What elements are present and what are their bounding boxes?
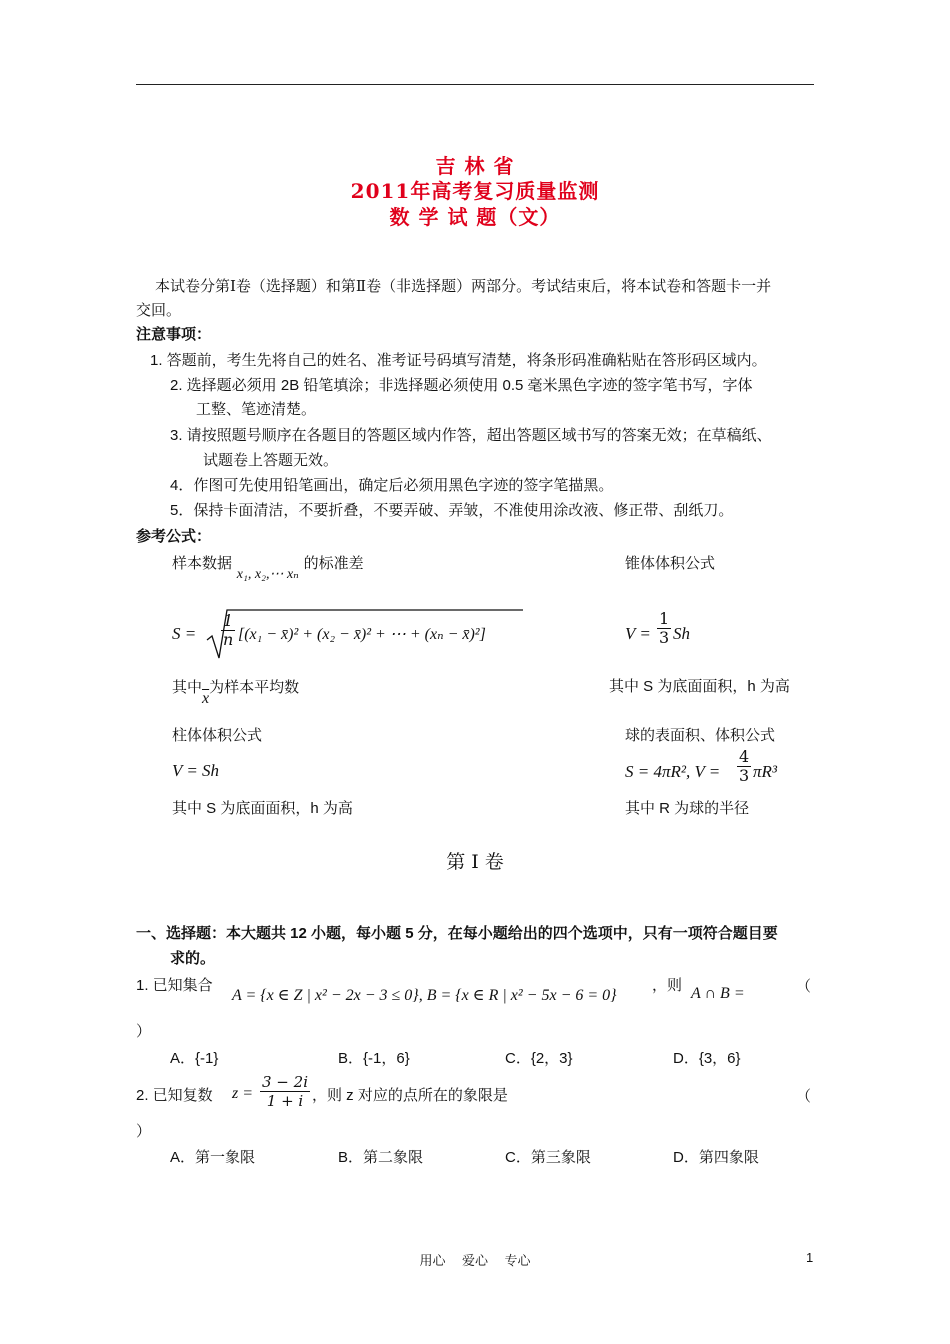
q1-paren-close: ） [136, 1022, 152, 1040]
q1-stem-math: A = {x ∈ Z | x² − 2x − 3 ≤ 0}, B = {x ∈ R | x² − 5x − 6 = 0} [232, 987, 617, 1004]
note-4: 4．作图可先使用铅笔画出，确定后必须用黑色字迹的签字笔描黑。 [170, 477, 614, 494]
q2-stem-post: ，则 z 对应的点所在的象限是 [312, 1087, 508, 1104]
footer-motto: 用心 爱心 专心 [419, 1254, 531, 1269]
section-1-heading-a: 一、选择题：本大题共 12 小题，每小题 5 分，在每小题给出的四个选项中，只有一项符合题目要 [136, 925, 778, 942]
q1-option-c[interactable]: C．{2，3} [505, 1050, 573, 1067]
std-dev-label: 样本数据 x₁, x₂,⋯ xₙ 的标准差 [172, 554, 364, 582]
title-exam-name: 2011年高考复习质量监测 [350, 179, 600, 203]
mean-var: $\overline{x}$ [202, 690, 210, 707]
q2-option-c[interactable]: C．第三象限 [505, 1149, 591, 1166]
page-number: 1 [806, 1250, 814, 1265]
q1-option-a[interactable]: A．{-1} [170, 1050, 219, 1067]
cylinder-volume-label: 柱体体积公式 [172, 726, 263, 744]
cone-lhs: V = [625, 624, 651, 643]
q1-stem-tail: A ∩ B = [691, 985, 745, 1002]
std-dev-vars: x₁, x₂,⋯ xₙ [236, 567, 299, 582]
intro-line-2: 交回。 [136, 301, 182, 319]
section-1-heading-b: 求的。 [170, 950, 216, 967]
sphere-fraction: $\frac{4}{3}$ [739, 747, 750, 785]
cone-fraction: $\frac{1}{3}$ [659, 609, 670, 647]
title-subject: 数 学 试 题（文） [389, 205, 561, 229]
q1-paren-open: （ [796, 977, 812, 995]
intro-line-1: 本试卷分第Ⅰ卷（选择题）和第Ⅱ卷（非选择题）两部分。考试结束后，将本试卷和答题卡一并 [155, 277, 772, 295]
sphere-formula-b: πR³ [753, 762, 777, 781]
formulas-heading: 参考公式： [136, 528, 212, 545]
std-dev-lhs: S = [172, 624, 197, 643]
note-3b: 试题卷上答题无效。 [203, 452, 339, 469]
q2-stem-pre: 2. 已知复数 [136, 1087, 213, 1104]
q2-fraction: $\frac{3 - 2i}{1 + i}$ [262, 1073, 308, 1110]
q1-stem-post: ，则 [652, 977, 683, 994]
note-5: 5．保持卡面清洁，不要折叠，不要弄破、弄皱，不准使用涂改液、修正带、刮纸刀。 [170, 502, 734, 519]
std-dev-body: [(x₁ − x̄)² + (x₂ − x̄)² + ⋯ + (xₙ − x̄)²] [238, 626, 486, 643]
q2-paren-open: （ [796, 1087, 812, 1105]
note-2b: 工整、笔迹清楚。 [196, 401, 317, 418]
notes-heading: 注意事项： [136, 326, 212, 343]
q2-option-b[interactable]: B．第二象限 [338, 1149, 424, 1166]
q1-option-d[interactable]: D．{3，6} [673, 1050, 741, 1067]
cone-rhs: Sh [673, 624, 690, 643]
cone-note: 其中 S 为底面面积，h 为高 [609, 678, 790, 695]
q2-option-a[interactable]: A．第一象限 [170, 1149, 256, 1166]
q1-option-b[interactable]: B．{-1，6} [338, 1050, 410, 1067]
cylinder-volume-formula: V = Sh [172, 761, 220, 780]
sphere-formula-label: 球的表面积、体积公式 [625, 726, 776, 744]
title-province: 吉 林 省 [435, 154, 515, 178]
section-1-title: 第 Ⅰ 卷 [446, 851, 504, 873]
cone-volume-formula [625, 608, 745, 658]
note-2a: 2. 选择题必须用 2B 铅笔填涂；非选择题必须使用 0.5 毫米黑色字迹的签字笔书写，字体 [170, 377, 753, 394]
mean-note: 其中$\overline{x}$为样本平均数 [172, 678, 300, 707]
header-rule [136, 84, 814, 85]
sphere-formula-a: S = 4πR², V = [625, 762, 721, 781]
q2-stem-lhs: z = [232, 1085, 254, 1102]
sphere-formula [625, 748, 825, 798]
note-1: 1. 答题前，考生先将自己的姓名、准考证号码填写清楚，将条形码准确粘贴在答形码区域内。 [150, 352, 767, 369]
cone-volume-label: 锥体体积公式 [625, 554, 716, 572]
std-dev-fraction: $\frac{1}{n}$ [222, 611, 234, 649]
note-3a: 3. 请按照题号顺序在各题目的答题区域内作答，超出答题区域书写的答案无效；在草稿纸、 [170, 427, 772, 444]
q2-option-d[interactable]: D．第四象限 [673, 1149, 759, 1166]
sphere-note: 其中 R 为球的半径 [625, 800, 750, 817]
cylinder-note: 其中 S 为底面面积，h 为高 [172, 800, 353, 817]
std-dev-formula [172, 606, 532, 660]
q1-stem-pre: 1. 已知集合 [136, 977, 213, 994]
q2-paren-close: ） [136, 1122, 152, 1140]
